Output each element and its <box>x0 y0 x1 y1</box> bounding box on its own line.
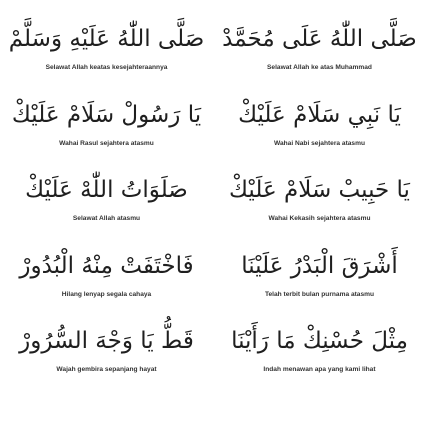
verse-entry <box>213 22 426 98</box>
verse-translation: Wahai Kekasih sejahtera atasmu <box>268 215 371 223</box>
verse-translation: Wahai Nabi sejahtera atasmu <box>273 139 365 147</box>
verse-entry <box>0 324 213 400</box>
arabic-verse: أَشْرَقَ الْبَدْرُ عَلَيْنَا <box>241 252 398 279</box>
verse-translation: Selawat Allah keatas kesejahteraannya <box>45 64 168 71</box>
verse-entry <box>0 98 213 174</box>
arabic-verse: مِثْلَ حُسْنِكْ مَا رَأَيْنَا <box>231 328 408 355</box>
verse-translation: Telah terbit bulan purnama atasmu <box>264 290 375 298</box>
verse-entry <box>0 249 213 325</box>
arabic-verse: قَطُّ يَا وَجْهَ السُّرُورْ <box>19 328 194 355</box>
verse-translation: Selawat Allah ke atas Muhammad <box>267 64 372 71</box>
verse-entry <box>213 173 426 249</box>
arabic-verse: يَا نَبِي سَلَامْ عَلَيْكْ <box>238 101 401 128</box>
arabic-verse: فَاخْتَفَتْ مِنْهُ الْبُدُورْ <box>19 252 194 279</box>
arabic-verse: يَا رَسُولْ سَلَامْ عَلَيْكْ <box>11 101 202 128</box>
arabic-verse: صَلَّى اللّٰهُ عَلَى مُحَمَّدْ <box>222 26 417 52</box>
verse-translation: Selawat Allah atasmu <box>72 215 141 223</box>
verse-translation: Indah menawan apa yang kami lihat <box>263 366 376 374</box>
verse-translation: Wajah gembira sepanjang hayat <box>56 366 157 374</box>
arabic-verse: صَلَّى اللّٰهُ عَلَيْهِ وَسَلَّمْ <box>8 26 205 52</box>
verse-translation: Hilang lenyap segala cahaya <box>61 290 152 298</box>
verse-entry <box>213 249 426 325</box>
verse-entry <box>213 98 426 174</box>
verse-entry <box>0 173 213 249</box>
arabic-verse: صَلَوَاتُ اللّٰهْ عَلَيْكْ <box>25 177 188 204</box>
arabic-verse: يَا حَبِيبْ سَلَامْ عَلَيْكْ <box>229 177 410 204</box>
verse-entry <box>213 324 426 400</box>
verse-translation: Wahai Rasul sejahtera atasmu <box>59 139 154 147</box>
verse-entry <box>0 22 213 98</box>
